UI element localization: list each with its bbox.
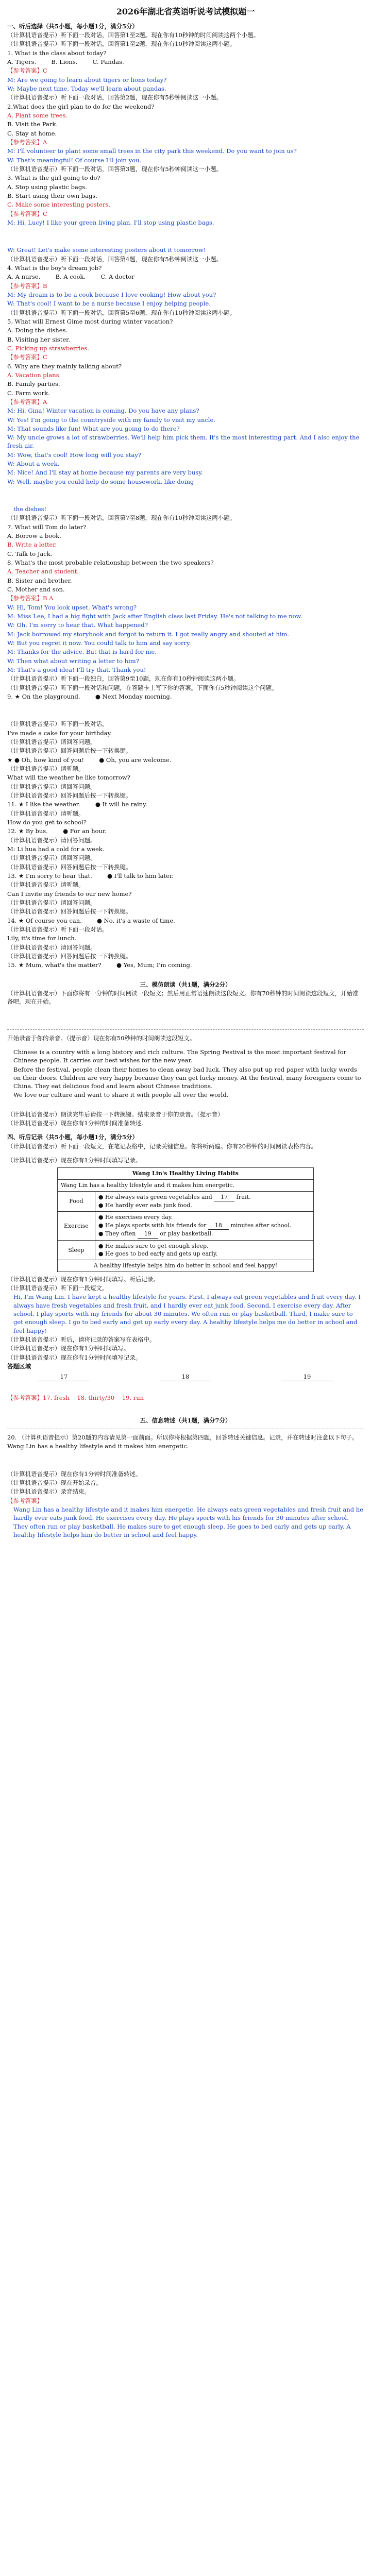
row-exercise: ● He exercises every day. ● He plays sports with his friends for 18 minutes after school. ● They often 19 or play basketball. xyxy=(95,1211,313,1240)
lines-line: Before the festival, people clean their homes to clean away bad luck. They also put up red paper with lucky words on their doors. Children are very happy because they can get lucky money. At the festival, many foreigners come to China. They eat delicious food and learn about Chinese traditions. xyxy=(13,1065,363,1090)
lines-line: I've made a cake for your birthday. xyxy=(7,729,112,737)
lines-line: B. Sister and brother. xyxy=(7,577,72,584)
lines-line: （计算机语音提示）听下面一段对话，回答第1至2题，现在你有10秒钟阅读这两小题。 xyxy=(7,40,236,48)
table-intro: Wang Lin has a healthy lifestyle and it makes him energetic. xyxy=(57,1180,313,1192)
lines-line: 14. ★ Of course you can. ● No, it's a waste of time. xyxy=(7,917,175,924)
section-retell-title: 五、信息转述（共1题，满分7分） xyxy=(140,1416,231,1424)
lines-line: W: That's cool! I want to be a nurse because I enjoy helping people. xyxy=(7,300,211,308)
lines-line: 开始录音于你的录音。（提示音）现在你有50秒钟的时间朗读这段短文。 xyxy=(7,1034,196,1042)
lines-line: 【参考答案】C xyxy=(7,67,47,75)
lines3-line: 20. （计算机语音提示）第20题的内容请见第一面前面。所以你将根据第四题，回答转述关键信息。记录，并在转述时注意以下句子。 xyxy=(7,1434,358,1442)
lines-line: A. Plant some trees. xyxy=(7,112,68,119)
lines-line: M: Are we going to learn about tigers or lions today? xyxy=(7,76,167,83)
lines-line: （计算机语音提示）请回答问题。 xyxy=(7,854,96,862)
lines-line: 2.What does the girl plan to do for the weekend? xyxy=(7,103,155,110)
lines-line: 【参考答案】A xyxy=(7,398,47,405)
lines-line: How do you get to school? xyxy=(7,818,87,826)
lines-line: Can I invite my friends to our new home? xyxy=(7,890,132,897)
lines-line: （计算机语音提示）听下面一段对话。 xyxy=(7,720,108,728)
lines-line: A. A nurse. B. A cook. C. A doctor xyxy=(7,273,134,281)
section-transcript xyxy=(7,1275,364,1371)
lines-line: M: Hi, Gina! Winter vacation is coming. Do you have any plans? xyxy=(7,407,199,415)
answer-key: 【参考答案】17. fresh 18. thirty/30 19. run xyxy=(7,1394,144,1402)
lines-line: Chinese is a country with a long history and rich culture. The Spring Festival is the most important festival for Chinese people. It carries our best wishes for the new year. xyxy=(13,1048,348,1064)
lines-line: M: My dream is to be a cook because I love cooking! How about you? xyxy=(7,291,216,298)
lines2-line: （计算机语音提示）现在你有1分钟时间填写记录。 xyxy=(7,1353,142,1361)
spacer xyxy=(7,486,364,505)
spacer xyxy=(7,701,364,720)
blank-17[interactable]: 17 xyxy=(214,1193,234,1202)
lines-line: （计算机语音提示）听下面一段对话，回答第1至2题。现在你有10秒钟的时间阅读这两个小题。 xyxy=(7,31,260,39)
lines-line: 11. ★ I like the weather. ● It will be rainy. xyxy=(7,801,147,808)
lines-line: 【参考答案】C xyxy=(7,353,47,361)
lines-line: W: My uncle grows a lot of strawberries. We'll help him pick them. It's the most interesting part. And I also enjoy the fresh air. xyxy=(7,434,361,450)
lines-line: M: Nice! And I'll stay at home because my parents are very busy. xyxy=(7,469,203,477)
lines-line: W: But you regret it now. You could talk to him and say sorry. xyxy=(7,639,191,647)
lines-line: （计算机语音提示）回答问题后按一下转换键。 xyxy=(7,952,132,960)
lines-line: B. Start using their own bags. xyxy=(7,192,97,199)
lines3-line: 【参考答案】 xyxy=(7,1497,43,1504)
lines-line: A. Borrow a book. xyxy=(7,532,61,540)
lines-line: 6. Why are they mainly talking about? xyxy=(7,362,122,370)
lines2-line: （计算机语音提示）现在你有1分钟时间填写。 xyxy=(7,1345,130,1352)
spacer xyxy=(7,227,364,246)
lines-line: W: About a week. xyxy=(7,460,60,468)
lines-line: W: Oh, I'm sorry to hear that. What happened? xyxy=(7,621,148,629)
document-title: 2026年湖北省英语听说考试模拟题一 xyxy=(116,7,255,16)
lines2-line: Hi, I'm Wang Lin. I have kept a healthy lifestyle for years. First, I always eat green vegetables and fruit every day. I always have fresh vegetables and fresh fruit, and I hardly ever eat junk food. Second, I exercise every day. After school, I play sports with my friends for about 30 minutes. We often run or play basketball. Third, I make sure to get enough sleep. I go to bed early and get up early every day. A healthy lifestyle helps me do better in school and feel happy! xyxy=(13,1293,363,1334)
answer-blank-17[interactable]: 17 xyxy=(38,1372,90,1381)
lines-line: A. Doing the dishes. xyxy=(7,327,68,334)
lines-line: M: I'll volunteer to plant some small trees in the city park this weekend. Do you want to join us? xyxy=(7,147,297,155)
lines-line: 8. What's the most probable relationship between the two speakers? xyxy=(7,559,214,567)
lines-line: （计算机语音提示）请回答问题。 xyxy=(7,738,96,745)
lines-line: 【参考答案】B A xyxy=(7,595,54,602)
spacer xyxy=(7,1151,364,1156)
lines-line: W: That's meaningful! Of course I'll join you. xyxy=(7,156,142,164)
lines-line: C. Stay at home. xyxy=(7,129,57,137)
lines3-line: Wang Lin has a healthy lifestyle and it makes him energetic. xyxy=(7,1443,189,1450)
blank-19[interactable]: 19 xyxy=(138,1230,158,1239)
lines-line: A. Teacher and student. xyxy=(7,568,79,575)
lines-line: What will the weather be like tomorrow? xyxy=(7,774,130,782)
lines-line: 【参考答案】B xyxy=(7,282,47,290)
lines-line: （计算机语音提示）请听题。 xyxy=(7,809,85,817)
lines-line: 【参考答案】A xyxy=(7,138,47,146)
lines-line: W: Maybe next time. Today we'll learn about pandas. xyxy=(7,85,166,93)
lines-line: 三、模仿朗读（共1题，满分2分） xyxy=(140,980,231,988)
row-sleep: ● He makes sure to get enough sleep. ● He goes to bed early and gets up early. xyxy=(95,1240,313,1260)
lines-line: C. Picking up strawberries. xyxy=(7,344,89,352)
lines-line: 四、听后记录（共5小题，每小题1分，满分5分） xyxy=(7,1133,139,1141)
lines-line: B. Family parties. xyxy=(7,380,60,388)
lines-line: A. Stop using plastic bags. xyxy=(7,183,87,191)
lines-line: B. Visit the Park. xyxy=(7,121,58,128)
lines2-line: （计算机语音提示）听后，请将记录的答案写在表格中。 xyxy=(7,1335,156,1343)
lines-line: （计算机语音提示）回答问题后按一下转换键。 xyxy=(7,747,132,755)
spacer xyxy=(7,1007,364,1025)
lines-line: M: Miss Lee, I had a big fight with Jack after English class last Friday. He's not talking to me now. xyxy=(7,613,302,620)
lines-line: （计算机语音提示）听下面一段对话和问题，在答题卡上写下你的答案。下面你有5秒钟阅读这个问题。 xyxy=(7,684,278,691)
lines-line: （计算机语音提示）现在你有1分钟时间填写记录。 xyxy=(7,1157,142,1164)
lines-line: （计算机语音提示）请听题。 xyxy=(7,765,85,772)
lines-line: （计算机语音提示）听下面一段独白，回答第9至10题，现在你有10秒钟阅读这两小题。 xyxy=(7,675,240,683)
lines3-line: Wang Lin has a healthy lifestyle and it makes him energetic. He always eats green vegetables and fresh fruit and he hardly ever eats junk food. He exercises every day. He plays sports with his friends for 30 minutes after school. They often run or play basketball. He makes sure to get enough sleep. He goes to bed early and gets up early. A healthy lifestyle helps him do better in school and feel happy. xyxy=(13,1506,365,1539)
lines-line: 13. ★ I'm sorry to hear that. ● I'll talk to him later. xyxy=(7,872,174,879)
lines-line: W: Hi, Tom! You look upset. What's wrong? xyxy=(7,603,137,611)
lines-line: C. Talk to Jack. xyxy=(7,550,53,557)
table-title: Wang Lin's Healthy Living Habits xyxy=(57,1168,313,1180)
lines-line: W: Yes! I'm going to the countryside with my family to visit my uncle. xyxy=(7,416,215,423)
lines-line: （计算机语音提示）现在你有1分钟的时间准备转述。 xyxy=(7,1120,147,1127)
lines-line: （计算机语音提示）回答问题后按一下转换键。 xyxy=(7,863,132,871)
lines-line: （计算机语音提示）朗读完毕后请按一下转换键。结束录音于你的录音。（提示音） xyxy=(7,1110,224,1118)
lines-line: （计算机语音提示）听下面一段对话，回答第7至8题，现在你有10秒钟阅读这两小题。 xyxy=(7,514,236,522)
spacer xyxy=(7,970,364,980)
lines-line: （计算机语音提示）请回答问题。 xyxy=(7,899,96,906)
lines-line: M: Li hua had a cold for a week. xyxy=(7,845,105,853)
lines-line: 【参考答案】C xyxy=(7,210,47,217)
lines-line: （计算机语音提示）下面你将有一分钟的时间阅读一段短文；然后用正常语速朗读这段短文。你有70秒钟的时间阅读这段短文，开始准备吧。现在开始。 xyxy=(7,989,359,1006)
lines2-line: 答题区域 xyxy=(7,1362,31,1370)
lines-line: the dishes! xyxy=(13,505,47,513)
lines-line: 15. ★ Mum, what's the matter? ● Yes, Mum; I'm coming. xyxy=(7,961,192,969)
lines-line: M: Thanks for the advice. But that is hard for me. xyxy=(7,648,157,656)
answer-blank-19[interactable]: 19 xyxy=(281,1372,333,1381)
lines-line: 7. What will Tom do later? xyxy=(7,523,87,531)
section-retell xyxy=(7,1433,364,1539)
lines2-line: （计算机语音提示）听下面一段短文。 xyxy=(7,1284,108,1292)
spacer xyxy=(7,1451,364,1470)
lines-line: 5. What will Ernest Gime most during winter vacation? xyxy=(7,317,173,325)
row-key-exercise: Exercise xyxy=(57,1211,95,1240)
lines-line: （计算机语音提示）请回答问题。 xyxy=(7,836,96,844)
blank-18[interactable]: 18 xyxy=(208,1222,229,1230)
lines-line: （计算机语音提示）听下面一段对话，回答第4题，现在你有5秒钟阅读这一小题。 xyxy=(7,255,223,263)
lines-line: M: Wow, that's cool! How long will you stay? xyxy=(7,451,142,459)
lines-line: （计算机语音提示）听下面一段对话，回答第2题，现在你有5秒钟阅读这一小题。 xyxy=(7,94,223,101)
lines-line: （计算机语音提示）请听题。 xyxy=(7,881,85,889)
lines-line: We love our culture and want to share it with people all over the world. xyxy=(13,1091,229,1099)
lines3-line: （计算机语音提示）现在开始录音。 xyxy=(7,1479,102,1487)
lines-line: （计算机语音提示）听下面一段短文，在笔记表格中，记录关键信息。你将听两遍。你有20秒钟的时间阅读表格内容。 xyxy=(7,1142,317,1150)
lines-line: （计算机语音提示）听下面一段对话，回答第5至6题，现在你有10秒钟阅读这两小题。 xyxy=(7,309,236,316)
lines-line: Lily, it's time for lunch. xyxy=(7,935,77,942)
lines-line: （计算机语音提示）回答问题后按一下转换键。 xyxy=(7,791,132,799)
lines-line: C. Mother and son. xyxy=(7,586,65,594)
lines-line: 1. What is the class about today? xyxy=(7,49,107,57)
divider xyxy=(7,1029,364,1030)
section-listening xyxy=(7,22,364,1165)
lines-line: ★ ● Oh, how kind of you! ● Oh, you are welcome. xyxy=(7,756,172,764)
lines-line: W: Well, maybe you could help do some housework, like doing xyxy=(7,478,194,485)
lines-line: （计算机语音提示）听下面一段对话，回答第3题，现在你有5秒钟阅读这一小题。 xyxy=(7,165,223,173)
lines-line: 4. What is the boy's dream job? xyxy=(7,264,102,272)
lines-line: A. Tigers. B. Lions. C. Pandas. xyxy=(7,58,124,66)
lines3-line: （计算机语音提示）录音结束。 xyxy=(7,1488,90,1496)
lines2-line: （计算机语音提示）现在你有1分钟时间填写。听后记录。 xyxy=(7,1275,159,1283)
lines-line: C. Farm work. xyxy=(7,389,50,397)
lines-line: 3. What is the girl going to do? xyxy=(7,174,100,182)
lines-line: M: Hi, Lucy! I like your green living plan. I'll stop using plastic bags. xyxy=(7,218,214,226)
lines-line: 9. ★ On the playground. ● Next Monday morning. xyxy=(7,693,172,701)
lines-line: M: That sounds like fun! What are you going to do there? xyxy=(7,425,180,432)
lines3-line: （计算机语音提示）现在你有1分钟时间准备转述。 xyxy=(7,1470,142,1478)
row-key-food: Food xyxy=(57,1191,95,1211)
lines-line: （计算机语音提示）回答问题后按一下转换键。 xyxy=(7,908,132,916)
lines-line: （计算机语音提示）请回答问题。 xyxy=(7,783,96,790)
lines-line: B. Write a letter. xyxy=(7,541,57,549)
notes-table xyxy=(57,1167,314,1272)
lines-line: B. Visiting her sister. xyxy=(7,335,71,343)
spacer xyxy=(7,1128,364,1133)
row-food: ● He always eats green vegetables and 17 fruit. ● He hardly ever eats junk food. xyxy=(95,1191,313,1211)
lines-line: M: That's a good idea! I'll try that. Thank you! xyxy=(7,666,146,674)
lines-line: W: Then what about writing a letter to him? xyxy=(7,657,139,665)
answer-blank-18[interactable]: 18 xyxy=(160,1372,211,1381)
lines-line: （计算机语音提示）请回答问题。 xyxy=(7,943,96,951)
lines-line: （计算机语音提示）听下面一段对话。 xyxy=(7,925,108,933)
row-key-sleep: Sleep xyxy=(57,1240,95,1260)
lines-line: W: Great! Let's make some interesting posters about it tomorrow! xyxy=(7,246,206,254)
lines-line: C. Make some interesting posters. xyxy=(7,201,111,209)
spacer xyxy=(7,1043,364,1048)
lines-line: A. Vacation plans. xyxy=(7,371,61,379)
spacer xyxy=(7,1100,364,1110)
answer-blanks-row xyxy=(7,1372,364,1381)
lines-line: 12. ★ By bus. ● For an hour. xyxy=(7,827,107,835)
lines-line: 一、听后选择（共5小题，每小题1分，满分5分） xyxy=(7,22,139,30)
table-summary: A healthy lifestyle helps him do better in school and feel happy! xyxy=(57,1260,313,1272)
lines-line: M: Jack borrowed my storybook and forgot to return it. I got really angry and shouted at him. xyxy=(7,630,290,638)
